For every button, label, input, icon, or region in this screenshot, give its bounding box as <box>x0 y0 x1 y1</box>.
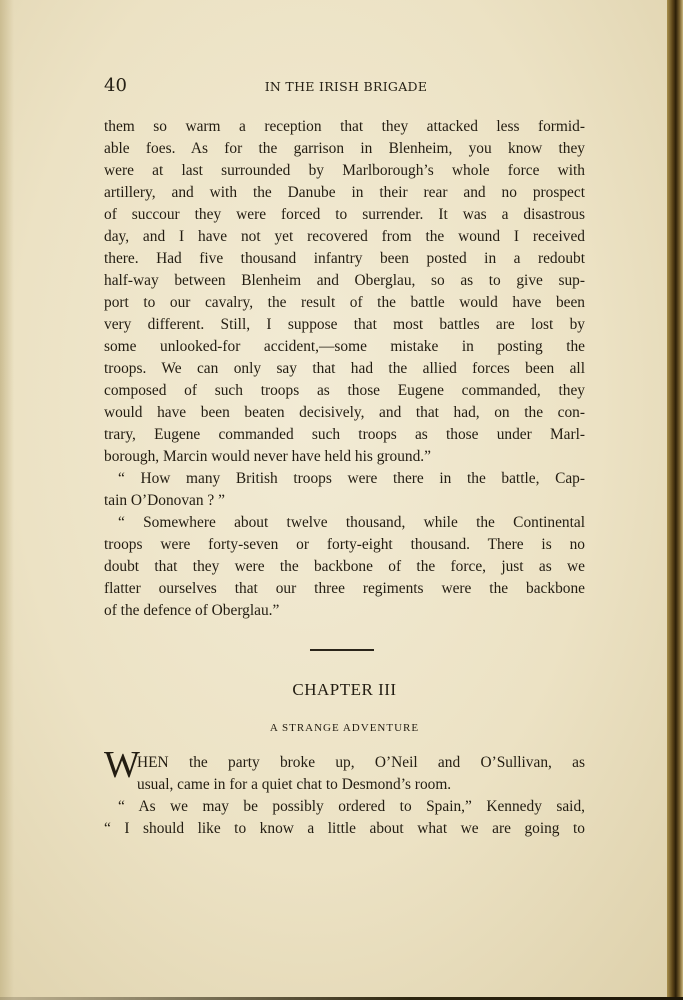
body-text <box>104 116 585 622</box>
text-line: very different. Still, I suppose that most battles are lost by <box>104 316 585 333</box>
drop-cap: W <box>104 744 140 786</box>
text-line: flatter ourselves that our three regiments were the backbone <box>104 580 585 597</box>
text-line: half-way between Blenheim and Oberglau, so as to give sup- <box>104 272 585 289</box>
text-line: composed of such troops as those Eugene commanded, they <box>104 382 585 399</box>
book-edge <box>667 0 683 1000</box>
text-line: there. Had five thousand infantry been posted in a redoubt <box>104 250 585 267</box>
text-line: trary, Eugene commanded such troops as those under Marl- <box>104 426 585 443</box>
text-line: borough, Marcin would never have held his ground.” <box>104 448 431 465</box>
text-line: port to our cavalry, the result of the battle would have been <box>104 294 585 311</box>
text-line: usual, came in for a quiet chat to Desmond’s room. <box>137 776 452 793</box>
text-line: doubt that they were the backbone of the force, just as we <box>104 558 585 575</box>
text-line: some unlooked-for accident,—some mistake in posting the <box>104 338 585 355</box>
running-head: IN THE IRISH BRIGADE <box>264 79 428 94</box>
text-line: troops. We can only say that had the allied forces been all <box>104 360 585 377</box>
page-number: 40 <box>104 75 127 96</box>
text-line: “ Somewhere about twelve thousand, while the Continental <box>118 514 585 531</box>
text-line: able foes. As for the garrison in Blenheim, you know they <box>104 140 585 157</box>
chapter-text <box>104 744 585 840</box>
text-line: HEN the party broke up, O’Neil and O’Sullivan, as <box>137 754 585 771</box>
text-line: troops were forty-seven or forty-eight thousand. There is no <box>104 536 585 553</box>
text-line: “ As we may be possibly ordered to Spain,” Kennedy said, <box>118 798 585 815</box>
text-line: were at last surrounded by Marlborough’s whole force with <box>104 162 585 179</box>
text-line: would have been beaten decisively, and that had, on the con- <box>104 404 585 421</box>
section-divider <box>310 649 374 651</box>
page-gutter-shadow <box>0 0 14 1000</box>
text-line: tain O’Donovan ? ” <box>104 492 225 509</box>
text-line: of succour they were forced to surrender. It was a disastrous <box>104 206 585 223</box>
chapter-subtitle: A STRANGE ADVENTURE <box>269 722 420 734</box>
text-line: of the defence of Oberglau.” <box>104 602 280 619</box>
text-line: artillery, and with the Danube in their rear and no prospect <box>104 184 585 201</box>
text-line: day, and I have not yet recovered from the wound I received <box>104 228 585 245</box>
text-line: “ How many British troops were there in the battle, Cap- <box>118 470 585 487</box>
page-header <box>104 75 588 97</box>
text-line: them so warm a reception that they attacked less formid- <box>104 118 585 135</box>
chapter-title: CHAPTER III <box>292 680 397 699</box>
text-line: “ I should like to know a little about what we are going to <box>104 820 585 837</box>
